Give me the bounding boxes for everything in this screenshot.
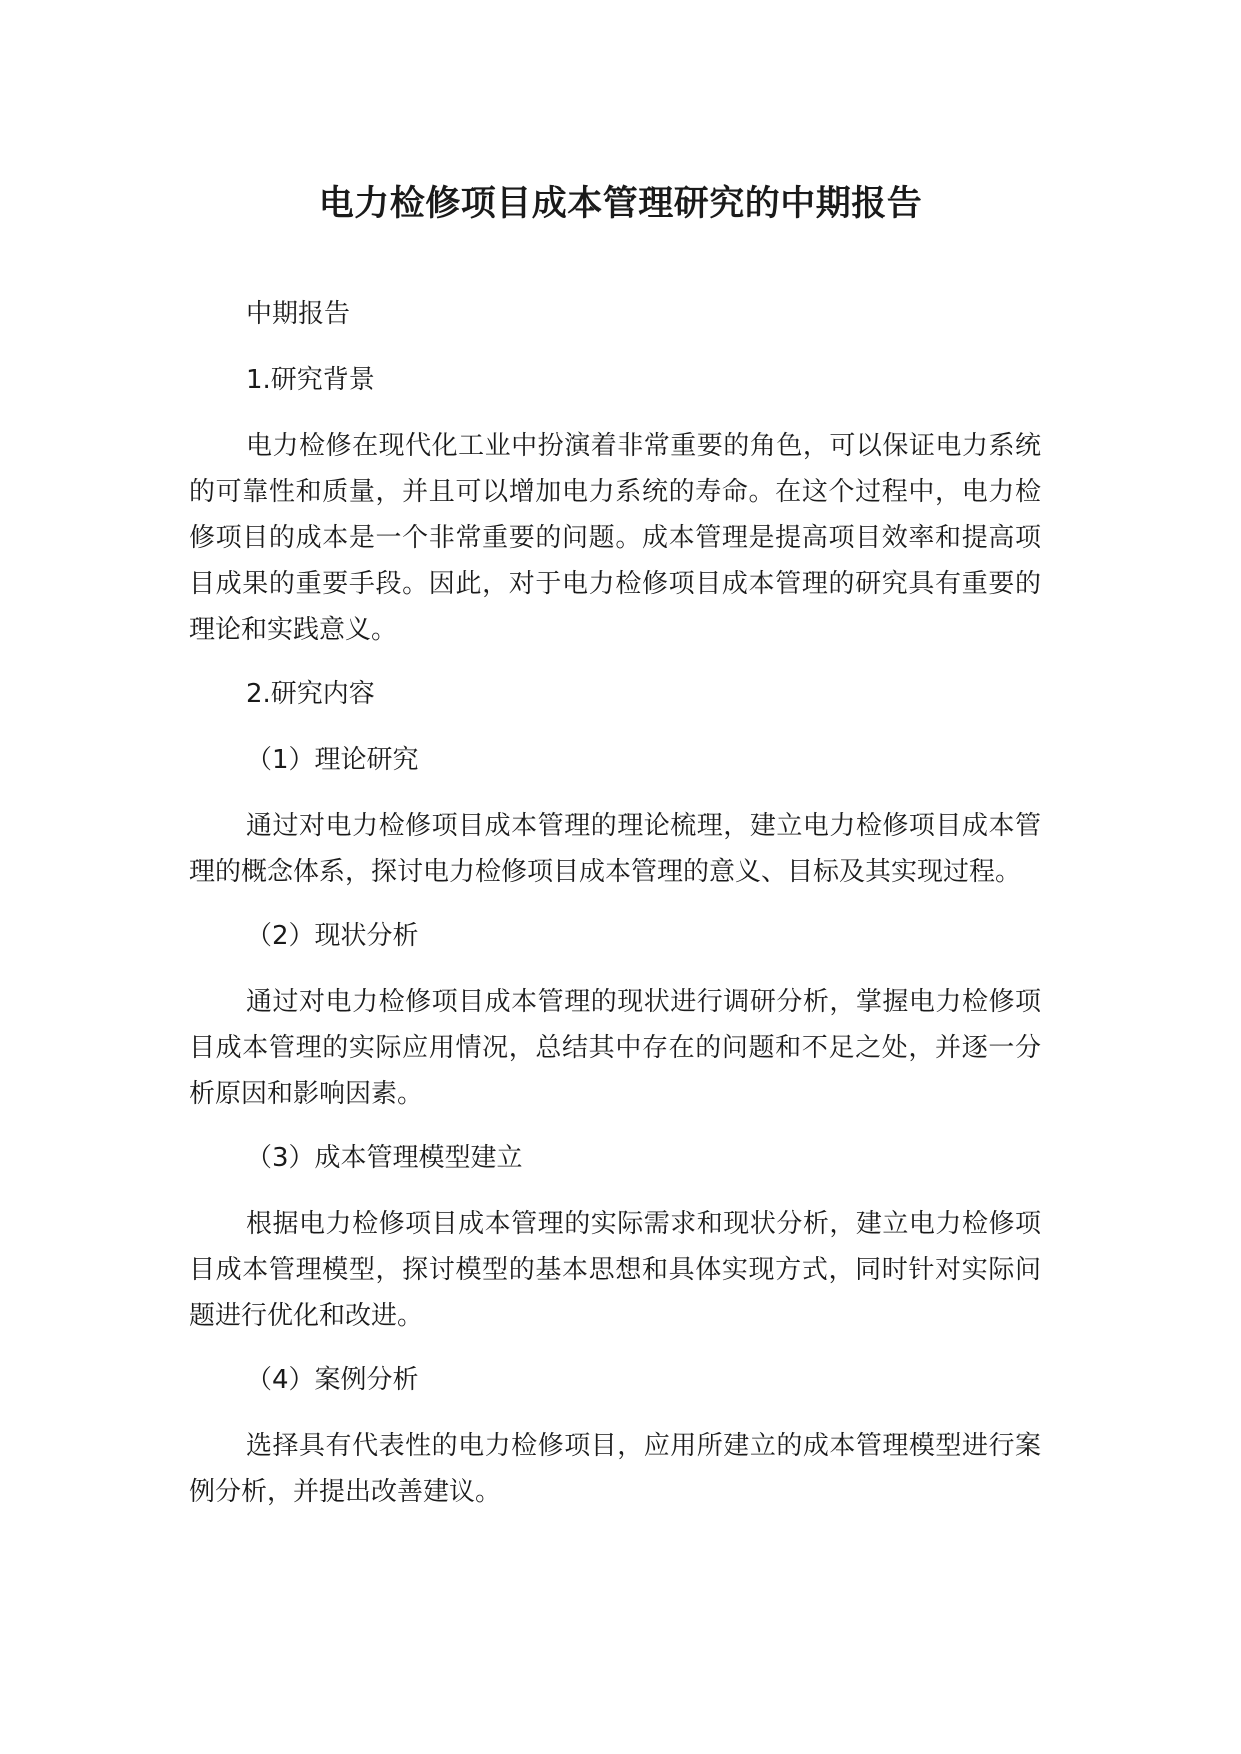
subsection-heading-case-analysis: （4）案例分析 bbox=[246, 1365, 419, 1395]
subsection-heading-theory-research: （1）理论研究 bbox=[246, 745, 419, 775]
section-heading-research-content: 2.研究内容 bbox=[246, 679, 375, 709]
paragraph-research-background: 电力检修在现代化工业中扮演着非常重要的角色，可以保证电力系统的可靠性和质量，并且可以增加电力系统的寿命。在这个过程中，电力检修项目的成本是一个非常重要的问题。成本管理是提高项目效率和提高项目成果的重要手段。因此，对于电力检修项目成本管理的研究具有重要的理论和实践意义。 bbox=[189, 431, 1041, 645]
paragraph-cost-model: 根据电力检修项目成本管理的实际需求和现状分析，建立电力检修项目成本管理模型，探讨模型的基本思想和具体实现方式，同时针对实际问题进行优化和改进。 bbox=[189, 1209, 1041, 1331]
paragraph-status-analysis: 通过对电力检修项目成本管理的现状进行调研分析，掌握电力检修项目成本管理的实际应用情况，总结其中存在的问题和不足之处，并逐一分析原因和影响因素。 bbox=[189, 987, 1041, 1109]
subsection-heading-status-analysis: （2）现状分析 bbox=[246, 921, 419, 951]
document-title: 电力检修项目成本管理研究的中期报告 bbox=[318, 184, 923, 224]
section-label-midterm-report: 中期报告 bbox=[246, 299, 351, 329]
document-body bbox=[189, 291, 1041, 1533]
paragraph-theory-research: 通过对电力检修项目成本管理的理论梳理，建立电力检修项目成本管理的概念体系，探讨电力检修项目成本管理的意义、目标及其实现过程。 bbox=[189, 811, 1041, 887]
section-heading-research-background: 1.研究背景 bbox=[246, 365, 375, 395]
subsection-heading-cost-model: （3）成本管理模型建立 bbox=[246, 1143, 523, 1173]
paragraph-case-analysis: 选择具有代表性的电力检修项目，应用所建立的成本管理模型进行案例分析，并提出改善建议。 bbox=[189, 1431, 1041, 1507]
